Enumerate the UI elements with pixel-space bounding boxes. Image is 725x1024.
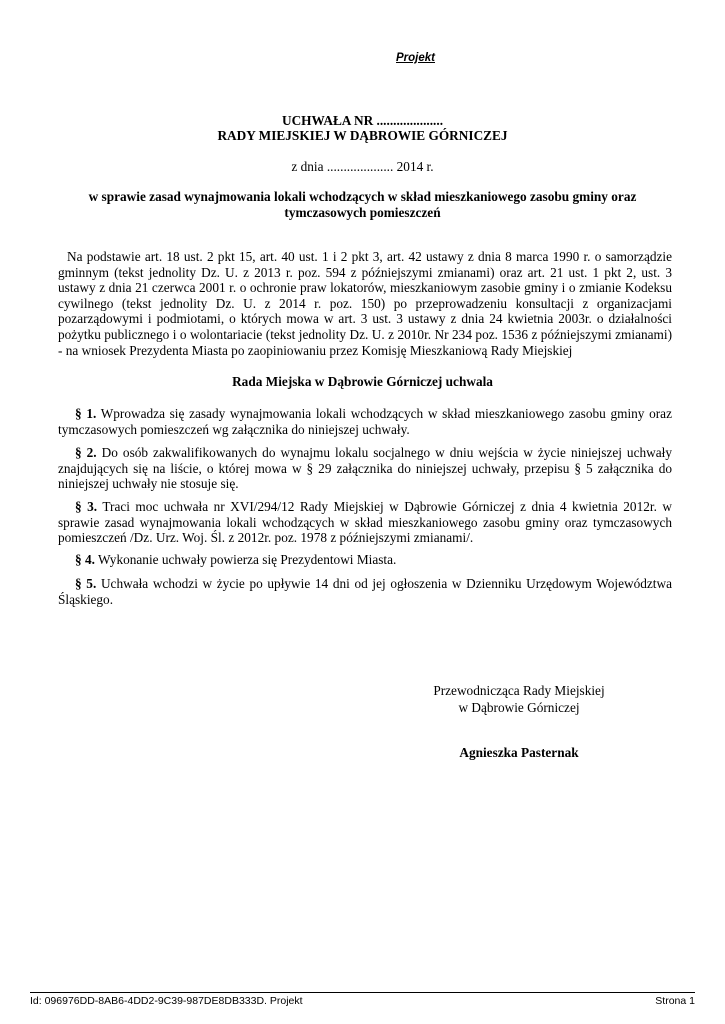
paragraph-text: Wprowadza się zasady wynajmowania lokali wchodzących w skład mieszkaniowego zasobu gminy oraz tymczasowych pomieszczeń wg załącznika do niniejszej uchwały. xyxy=(58,406,672,437)
legal-basis-preamble: Na podstawie art. 18 ust. 2 pkt 15, art. 40 ust. 1 i 2 pkt 3, art. 42 ustawy z dnia 8 marca 1990 r. o samorządzie gminnym (tekst jednolity Dz. U. z 2013 r. poz. 594 z późniejszymi zmianami) oraz art. 21 ust. 1 pkt 2, ust. 3 ustawy z dnia 21 czerwca 2001 r. o ochronie praw lokatorów, mieszkaniowym zasobie gminy i o zmianie Kodeksu cywilnego (tekst jednolity Dz. U. z 2014 r. poz. 150) po przeprowadzeniu konsultacji z organizacjami pozarządowymi i podmiotami, o których mowa w art. 3 ust. 3 ustawy z dnia 24 kwietnia 2003r. o działalności pożytku publicznego i o wolontariacie (tekst jednolity Dz. U. z 2010r. Nr 234 poz. 1536 z późniejszymi zmianami) - na wniosek Prezydenta Miasta po zaopiniowaniu przez Komisję Mieszkaniową Rady Miejskiej xyxy=(58,249,672,358)
paragraph-number: § 2. xyxy=(75,445,97,460)
resolution-number-title: UCHWAŁA NR .................... xyxy=(281,113,444,128)
signatory-role: Przewodnicząca Rady Miejskiej xyxy=(433,683,605,698)
council-title: RADY MIEJSKIEJ W DĄBROWIE GÓRNICZEJ xyxy=(217,128,508,143)
resolves-line: Rada Miejska w Dąbrowie Górniczej uchwala xyxy=(232,374,493,389)
signatory-role-location: w Dąbrowie Górniczej xyxy=(458,700,580,715)
paragraph-1 xyxy=(58,406,672,437)
paragraph-2 xyxy=(58,445,672,492)
resolution-subject: w sprawie zasad wynajmowania lokali wchodzących w skład mieszkaniowego zasobu gminy oraz tymczasowych pomieszczeń xyxy=(88,189,637,220)
paragraph-3 xyxy=(58,499,672,546)
paragraph-5 xyxy=(58,576,672,607)
paragraph-number: § 3. xyxy=(75,499,98,514)
paragraph-text: Traci moc uchwała nr XVI/294/12 Rady Miejskiej w Dąbrowie Górniczej z dnia 4 kwietnia 2012r. w sprawie zasad wynajmowania lokali wchodzących w skład mieszkaniowego zasobu gminy oraz tymczasowych pomieszczeń /Dz. Urz. Woj. Śl. z 2012r. poz. 1978 z późniejszymi zmianami/. xyxy=(58,499,672,546)
paragraph-number: § 4. xyxy=(75,552,95,567)
document-id: Id: 096976DD-8AB6-4DD2-9C39-987DE8DB333D. Projekt xyxy=(30,995,303,1007)
paragraph-number: § 5. xyxy=(75,576,97,591)
page-number: Strona 1 xyxy=(655,995,695,1007)
paragraph-text: Uchwała wchodzi w życie po upływie 14 dni od jej ogłoszenia w Dzienniku Urzędowym Województwa Śląskiego. xyxy=(58,576,673,607)
paragraph-text: Wykonanie uchwały powierza się Prezydentowi Miasta. xyxy=(98,552,397,567)
projekt-label: Projekt xyxy=(396,52,435,64)
signatory-name: Agnieszka Pasternak xyxy=(459,745,579,760)
paragraph-text: Do osób zakwalifikowanych do wynajmu lokalu socjalnego w dniu wejścia w życie niniejszej uchwały znajdujących się na liście, o której mowa w § 29 załącznika do niniejszej uchwały, przepisu § 5 załącznika do niniejszej uchwały nie stosuje się. xyxy=(58,445,672,492)
date-line: z dnia .................... 2014 r. xyxy=(291,159,434,174)
footer-divider xyxy=(30,992,695,993)
paragraph-number: § 1. xyxy=(75,406,97,421)
paragraph-4 xyxy=(58,552,672,568)
